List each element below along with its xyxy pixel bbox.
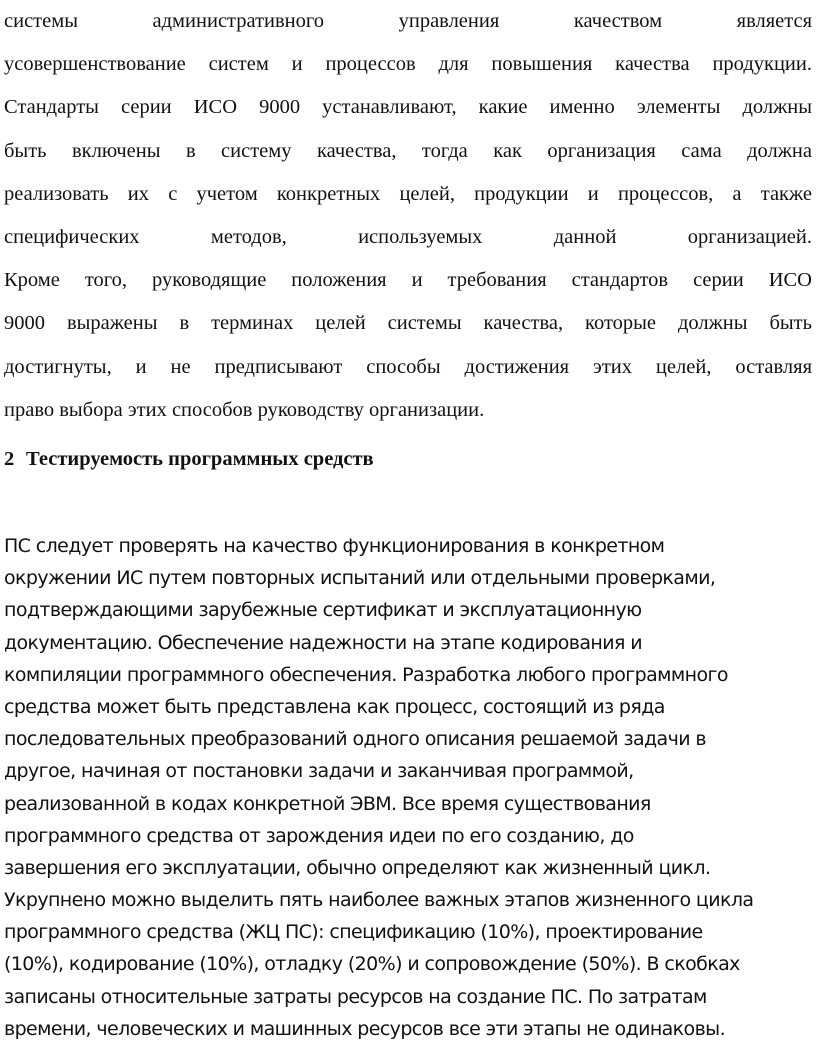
text-line: быть включены в систему качества, тогда как организация сама должна xyxy=(4,139,812,162)
text-line: Укрупнено можно выделить пять наиболее важных этапов жизненного цикла xyxy=(4,889,754,912)
text-line: документацию. Обеспечение надежности на этапе кодирования и xyxy=(4,631,642,654)
section-number: 2 xyxy=(4,448,15,470)
text-line: Стандарты серии ИСО 9000 устанавливают, какие именно элементы должны xyxy=(4,96,812,119)
section-title: Тестируемость программных средств xyxy=(26,448,374,470)
text-line: Кроме того, руководящие положения и требования стандартов серии ИСО xyxy=(4,269,812,292)
text-line: средства может быть представлена как процесс, состоящий из ряда xyxy=(4,695,665,718)
text-line: достигнуты, и не предписывают способы достижения этих целей, оставляя xyxy=(4,355,812,378)
text-line: право выбора этих способов руководству организации. xyxy=(4,398,485,421)
text-line: специфических методов, используемых данной организацией. xyxy=(4,225,812,248)
text-line: 9000 выражены в терминах целей системы качества, которые должны быть xyxy=(4,312,812,335)
text-line: программного средства от зарождения идеи по его созданию, до xyxy=(4,824,634,847)
section-heading xyxy=(4,444,812,474)
text-line: реализовать их с учетом конкретных целей, продукции и процессов, а также xyxy=(4,182,812,205)
text-line: программного средства (ЖЦ ПС): спецификацию (10%), проектирование xyxy=(4,921,703,944)
paragraph-iso-9000 xyxy=(4,0,812,432)
text-line: компиляции программного обеспечения. Разработка любого программного xyxy=(4,663,728,686)
text-line: записаны относительные затраты ресурсов на создание ПС. По затратам xyxy=(4,985,707,1008)
text-line: окружении ИС путем повторных испытаний или отдельными проверками, xyxy=(4,567,716,590)
text-line: времени, человеческих и машинных ресурсов все эти этапы не одинаковы. xyxy=(4,1017,726,1040)
text-line: завершения его эксплуатации, обычно определяют как жизненный цикл. xyxy=(4,856,711,879)
text-line: подтверждающими зарубежные сертификат и эксплуатационную xyxy=(4,599,642,622)
paragraph-testability xyxy=(4,530,816,1045)
text-line: ПС следует проверять на качество функционирования в конкретном xyxy=(4,535,665,557)
text-line: системы административного управления качеством является xyxy=(4,10,812,32)
text-line: последовательных преобразований одного описания решаемой задачи в xyxy=(4,728,707,751)
text-line: (10%), кодирование (10%), отладку (20%) и сопровождение (50%). В скобках xyxy=(4,953,740,976)
text-line: усовершенствование систем и процессов для повышения качества продукции. xyxy=(4,53,812,76)
text-line: реализованной в кодах конкретной ЭВМ. Все время существования xyxy=(4,792,651,815)
text-line: другое, начиная от постановки задачи и заканчивая программой, xyxy=(4,760,634,783)
